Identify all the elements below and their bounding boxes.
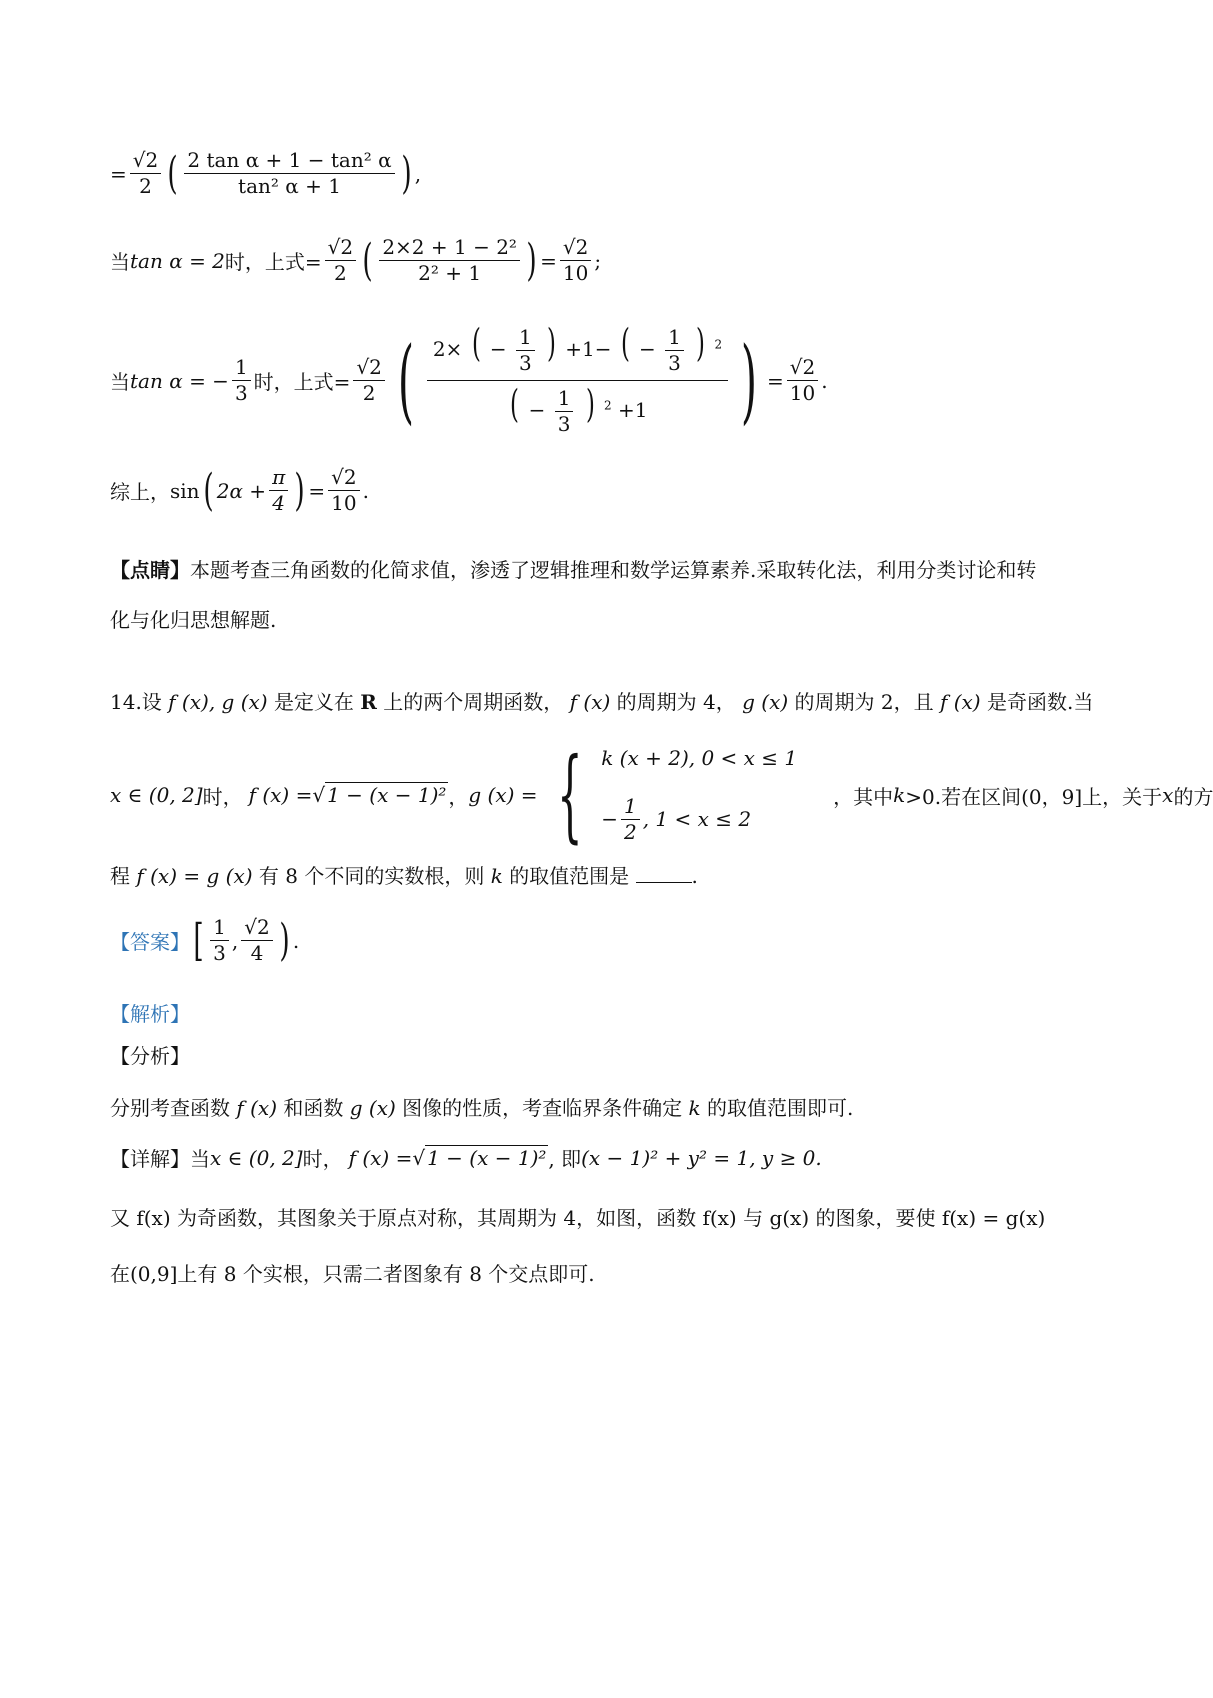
answer-blank	[636, 864, 692, 883]
equals-sign: =	[110, 161, 127, 186]
answer-line: 【答案】 [ $\frac{1}{3}$ , $\frac{√2}{4}$ ) .	[110, 914, 300, 966]
fenxi-paragraph: 分别考查函数 f (x) 和函数 g (x) 图像的性质，考查临界条件确定 k 的取值范围即可.	[110, 1096, 854, 1120]
equation-case-tan-minus-third: 当 tan α = − $\frac{1}{3}$ 时，上式= $\frac{√2}{2}$ ( 2× ( − $\frac{1}{3}$ ) +1− ( − $\frac{1}{3}$ ) $^2$ ( − $\frac{1}{3}$ ) $^2$ +1 ) = $\frac{√2}{10}$ .	[110, 320, 828, 441]
xiangjie-label: 【详解】	[110, 1147, 190, 1171]
you-paragraph: 又 f(x) 为奇函数，其图象关于原点对称，其周期为 4，如图，函数 f(x) 与 g(x) 的图象，要使 f(x) = g(x) 在(0,9]上有 8 个实根，只需二者图象有 8 个交点即可.	[110, 1206, 1046, 1286]
conclusion-equation: 综上， sin ( 2α + $\frac{\pi}{4}$ ) = $\frac{√2}{10}$ .	[110, 464, 369, 516]
jiexi-label: 【解析】	[110, 1002, 190, 1026]
equation-case-tan-2: 当 tan α = 2 时，上式= $\frac{√2}{2}$ ( $\frac{\text{2×2 + 1 − 2²}}{\text{2² + 1}}$ ) = $\frac{√2}{10}$ ;	[110, 234, 602, 286]
nested-fraction: 2× ( − $\frac{1}{3}$ ) +1− ( − $\frac{1}{3}$ ) $^2$ ( − $\frac{1}{3}$ ) $^2$ +1	[427, 320, 728, 441]
dianjing-label: 【点睛】	[110, 558, 190, 582]
right-paren: )	[401, 147, 412, 199]
answer-label: 【答案】	[110, 930, 190, 954]
sqrt-expression: √ 1 − (x − 1)²	[312, 783, 447, 807]
main-fraction: $\frac{\text{2×2 + 1 − 2²}}{\text{2² + 1}}$	[379, 235, 520, 286]
result-fraction: $\frac{√2}{10}$	[787, 355, 818, 406]
question-14-line-1: 14.设 f (x), g (x) 是定义在 R 上的两个周期函数， f (x) 的周期为 4， g (x) 的周期为 2，且 f (x) 是奇函数.当	[110, 690, 1094, 714]
fenxi-label: 【分析】	[110, 1044, 190, 1068]
main-fraction: $\frac{\text{2 tan α + 1 − tan² α}}{\text{tan² α + 1}}$	[184, 148, 394, 199]
result-fraction: $\frac{√2}{10}$	[328, 465, 359, 516]
dianjing-paragraph: 【点睛】本题考查三角函数的化简求值，渗透了逻辑推理和数学运算素养.采取转化法，利用分类讨论和转 化与化归思想解题.	[110, 558, 1037, 632]
equation-simplified: = $\frac{√2}{2}$ ( $\frac{\text{2 tan α + 1 − tan² α}}{\text{tan² α + 1}}$ ) ,	[110, 147, 422, 199]
xiangjie-line: 【详解】 当 x ∈ (0, 2] 时， f (x) = √ 1 − (x − 1)² , 即 (x − 1)² + y² = 1, y ≥ 0.	[110, 1143, 822, 1172]
coefficient-fraction: $\frac{√2}{2}$	[130, 148, 161, 199]
left-paren: (	[167, 147, 178, 199]
question-14-line-3: 程 f (x) = g (x) 有 8 个不同的实数根，则 k 的取值范围是 .	[110, 864, 698, 888]
condition: tan α = 2	[130, 248, 225, 273]
piecewise-definition: { k (x + 2), 0 < x ≤ 1 − $\frac{1}{2}$ , 1 < x ≤ 2	[556, 736, 798, 853]
result-fraction: $\frac{√2}{10}$	[560, 235, 591, 286]
question-14-line-2: x ∈ (0, 2] 时， f (x) = √ 1 − (x − 1)² ， g (x) = { k (x + 2), 0 < x ≤ 1 − $\frac{1}{2}$ , 1 < x ≤ 2 ，其中 k >0.若在区间(0，9]上，关于 x 的方	[110, 736, 1213, 853]
